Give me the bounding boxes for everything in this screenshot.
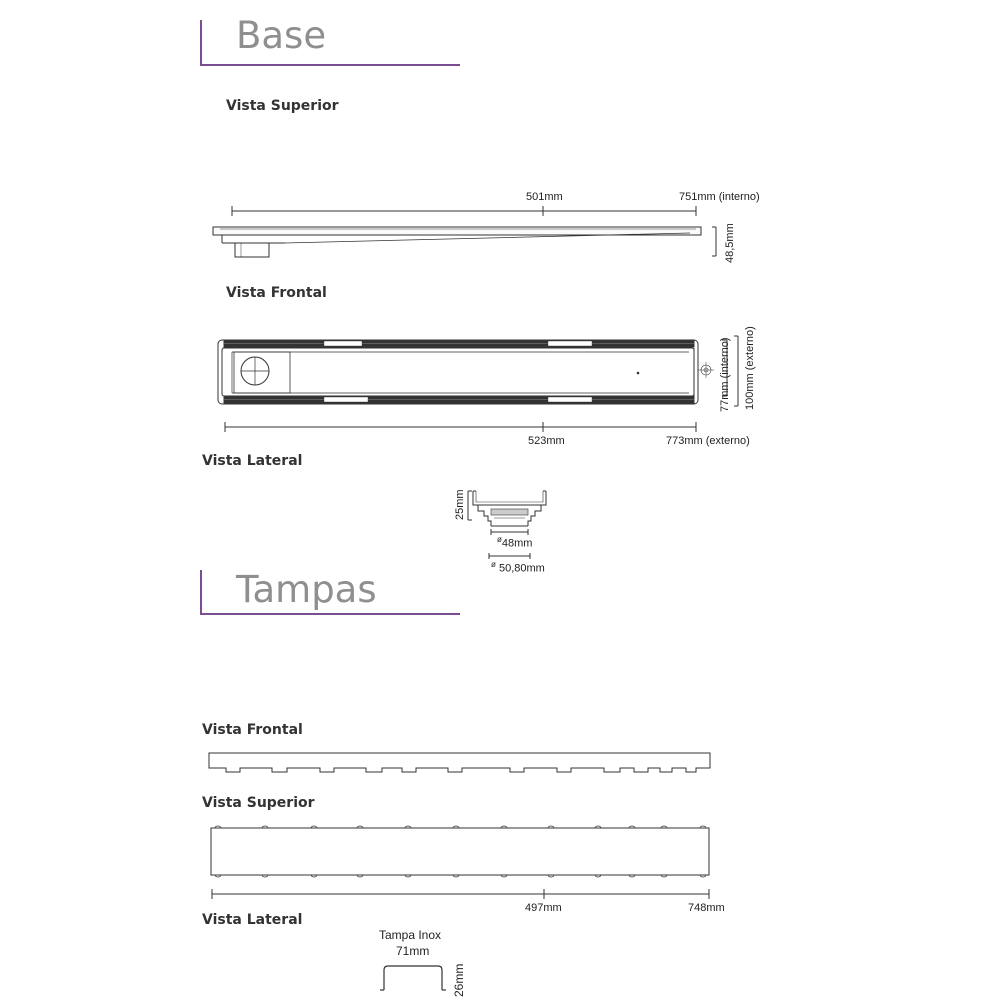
- tampas-superior-dim-total: 748mm: [688, 902, 725, 914]
- tampas-lateral-dim-width: 71mm: [396, 944, 430, 958]
- base-frontal-dim-mid: 523mm: [528, 435, 565, 447]
- base-frontal-dim-h-internal: 77mm (interno): [719, 337, 731, 412]
- base-vista-lateral-label: Vista Lateral: [202, 453, 303, 469]
- base-superior-dim-mid: 501mm: [526, 191, 563, 203]
- tampas-lateral-dim-height: 26mm: [452, 963, 466, 997]
- base-vista-superior-label: Vista Superior: [226, 98, 339, 114]
- tampas-superior-dim-mid: 497mm: [525, 902, 562, 914]
- tampas-vista-superior-label: Vista Superior: [202, 795, 315, 811]
- tampas-section-title: Tampas: [236, 568, 377, 611]
- outer-diam-value: 50,80mm: [498, 562, 545, 575]
- inner-diam-value: 48mm: [501, 537, 533, 550]
- base-section-title: Base: [236, 14, 327, 57]
- diameter-symbol: ø: [491, 560, 496, 569]
- base-lateral-dim-height: 25mm: [454, 489, 466, 520]
- tampas-vista-lateral-label: Vista Lateral: [202, 912, 303, 928]
- tampas-lateral-caption: Tampa Inox: [379, 928, 442, 942]
- base-frontal-dim-h-external: 100mm (externo): [744, 326, 756, 410]
- base-superior-dim-total: 751mm (interno): [679, 191, 760, 203]
- base-superior-dim-height: 48,5mm: [724, 223, 736, 263]
- base-frontal-dim-total: 773mm (externo): [666, 435, 750, 447]
- diameter-symbol: ø: [497, 535, 502, 544]
- tampas-vista-frontal-label: Vista Frontal: [202, 722, 303, 738]
- base-vista-frontal-label: Vista Frontal: [226, 285, 327, 301]
